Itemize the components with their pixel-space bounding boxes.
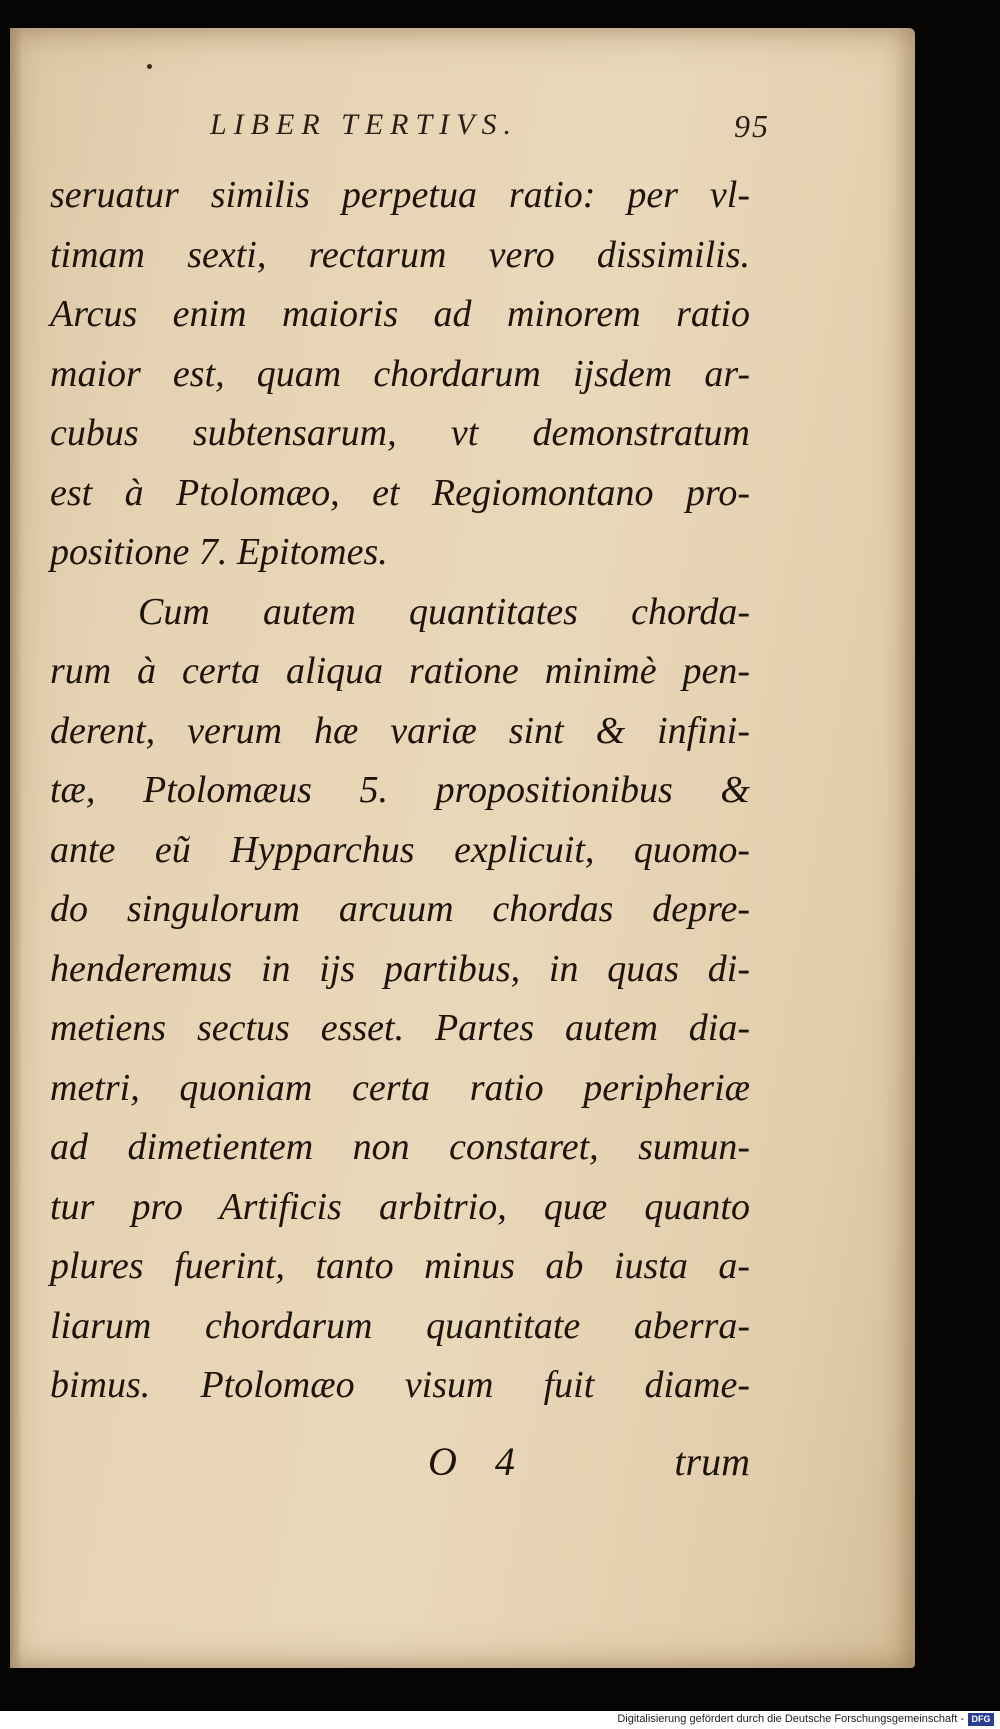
text-line: metiens sectus esset. Partes autem dia-: [50, 1007, 750, 1049]
text-line: plures fuerint, tanto minus ab iusta a-: [50, 1245, 750, 1287]
text-line: ante eũ Hypparchus explicuit, quomo-: [50, 828, 750, 871]
page-edge-shadow: [10, 28, 22, 1668]
body-text: [50, 166, 750, 1416]
text-line: ad dimetientem non constaret, sumun-: [50, 1126, 750, 1168]
text-line: metri, quoniam certa ratio peripheriæ: [50, 1066, 750, 1109]
book-page: [10, 28, 915, 1668]
text-line: cubus subtensarum, vt demonstratum: [50, 412, 750, 454]
text-line: Arcus enim maioris ad minorem ratio: [50, 293, 750, 335]
catchword: trum: [674, 1439, 750, 1484]
text-line: positione 7. Epitomes.: [50, 531, 388, 573]
text-line: est à Ptolomæo, et Regiomontano pro-: [50, 471, 750, 514]
text-line: liarum chordarum quantitate aberra-: [50, 1304, 750, 1347]
text-line: tæ, Ptolomæus 5. propositionibus &: [50, 769, 750, 811]
text-line: timam sexti, rectarum vero dissimilis.: [50, 233, 750, 276]
page-header: [210, 108, 770, 148]
text-line: maior est, quam chordarum ijsdem ar-: [50, 352, 750, 395]
signature-mark: O 4: [428, 1439, 529, 1484]
text-line: do singulorum arcuum chordas depre-: [50, 888, 750, 930]
text-line: rum à certa aliqua ratione minimè pen-: [50, 650, 750, 692]
text-line: bimus. Ptolomæo visum fuit diame-: [50, 1364, 750, 1406]
text-line: seruatur similis perpetua ratio: per vl-: [50, 174, 750, 216]
paragraph-start-line: Cum autem quantitates chorda-: [138, 590, 750, 633]
text-line: henderemus in ijs partibus, in quas di-: [50, 947, 750, 990]
page-number: 95: [734, 108, 770, 144]
dfg-logo: DFG: [968, 1713, 994, 1726]
running-title: LIBER TERTIVS.: [210, 108, 518, 141]
text-line: tur pro Artificis arbitrio, quæ quanto: [50, 1185, 750, 1228]
digitization-credit: Digitalisierung gefördert durch die Deutsche Forschungsgemeinschaft -: [617, 1713, 964, 1725]
catchline: [50, 1438, 750, 1498]
text-line: derent, verum hæ variæ sint & infini-: [50, 709, 750, 752]
ink-speck: [147, 64, 152, 69]
